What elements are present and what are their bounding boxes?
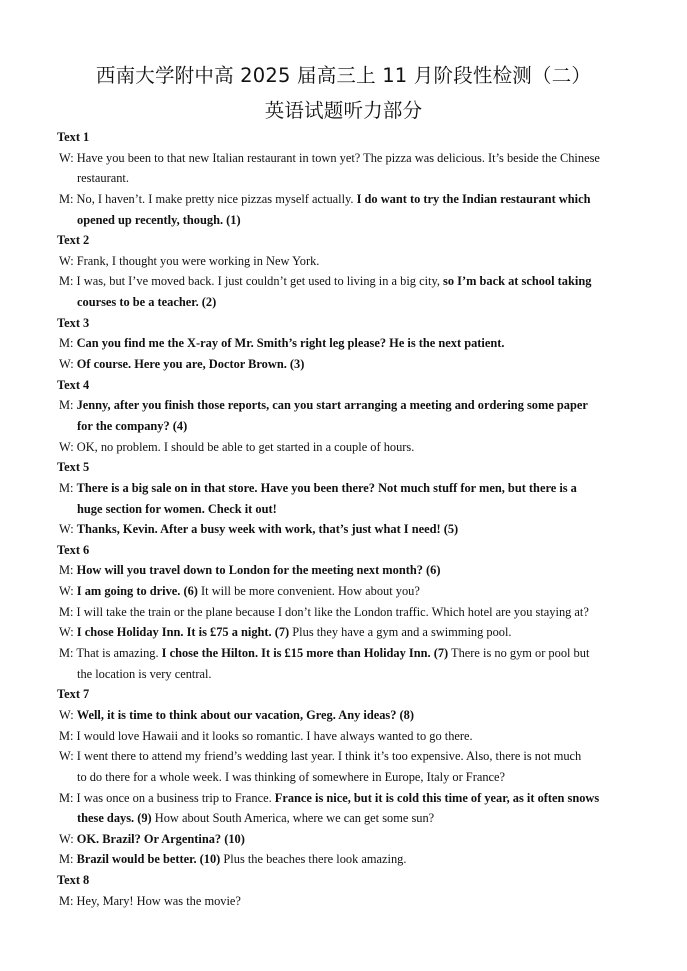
section-heading	[0, 870, 687, 891]
section-heading	[0, 540, 687, 561]
transcript-body	[0, 127, 687, 911]
bold-text: I chose Holiday Inn. It is £75 a night. (7)	[76, 625, 290, 640]
dialogue-line	[0, 395, 687, 416]
dialogue-continuation	[0, 210, 687, 231]
text: M: That is amazing.	[59, 646, 162, 661]
text: M: No, I haven’t. I make pretty nice pizzas myself actually.	[59, 191, 357, 206]
bold-text: Text 8	[57, 873, 90, 888]
bold-text: for the company? (4)	[77, 418, 188, 433]
section-heading	[0, 684, 687, 705]
dialogue-continuation	[0, 499, 687, 520]
bold-text: I do want to try the Indian restaurant which	[356, 191, 591, 206]
bold-text: these days. (9)	[77, 811, 152, 826]
text: W:	[59, 625, 77, 640]
page-subtitle: 英语试题听力部分	[264, 99, 423, 122]
bold-text: Text 6	[57, 542, 90, 557]
text: W: Have you been to that new Italian restaurant in town yet? The pizza was delicious. It’s beside the Chinese	[59, 150, 600, 165]
text: W:	[59, 584, 77, 599]
dialogue-line	[0, 746, 687, 767]
dialogue-line	[0, 602, 687, 623]
dialogue-continuation	[0, 168, 687, 189]
section-heading	[0, 375, 687, 396]
section-heading	[0, 457, 687, 478]
section-heading	[0, 230, 687, 251]
text: Plus they have a gym and a swimming pool.	[289, 625, 512, 640]
text: the location is very central.	[77, 666, 212, 681]
section-heading	[0, 313, 687, 334]
bold-text: courses to be a teacher. (2)	[77, 295, 217, 310]
text: W:	[59, 707, 77, 722]
dialogue-line	[0, 891, 687, 912]
bold-text: Can you find me the X-ray of Mr. Smith’s right leg please? He is the next patient.	[76, 336, 505, 351]
bold-text: I am going to drive. (6)	[76, 584, 198, 599]
bold-text: Of course. Here you are, Doctor Brown. (3)	[76, 357, 305, 372]
text: M: Hey, Mary! How was the movie?	[59, 893, 241, 908]
dialogue-line	[0, 333, 687, 354]
dialogue-line	[0, 148, 687, 169]
dialogue-line	[0, 437, 687, 458]
text: M:	[59, 852, 77, 867]
text: How about South America, where we can get some sun?	[151, 811, 435, 826]
bold-text: France is nice, but it is cold this time of year, as it often snows	[274, 790, 600, 805]
bold-text: Text 5	[57, 460, 90, 475]
dialogue-line	[0, 271, 687, 292]
text: W:	[59, 831, 77, 846]
text: M: I was once on a business trip to France.	[59, 790, 275, 805]
text: M:	[59, 398, 77, 413]
text: Plus the beaches there look amazing.	[220, 852, 407, 867]
dialogue-line	[0, 788, 687, 809]
text: M: I will take the train or the plane because I don’t like the London traffic. Which hotel are you staying at?	[59, 604, 589, 619]
dialogue-line	[0, 849, 687, 870]
text: M: I was, but I’ve moved back. I just couldn’t get used to living in a big city,	[59, 274, 444, 289]
dialogue-line	[0, 581, 687, 602]
bold-text: I chose the Hilton. It is £15 more than Holiday Inn. (7)	[161, 646, 449, 661]
text: There is no gym or pool but	[448, 646, 590, 661]
dialogue-line	[0, 560, 687, 581]
text: M:	[59, 336, 77, 351]
dialogue-continuation	[0, 808, 687, 829]
dialogue-continuation	[0, 416, 687, 437]
text: W: I went there to attend my friend’s wedding last year. I think it’s too expensive. Also, there is not much	[59, 749, 582, 764]
text: M: I would love Hawaii and it looks so romantic. I have always wanted to go there.	[59, 728, 473, 743]
bold-text: Text 2	[57, 233, 90, 248]
text: W: OK, no problem. I should be able to get started in a couple of hours.	[59, 439, 415, 454]
dialogue-line	[0, 643, 687, 664]
text: W:	[59, 522, 77, 537]
bold-text: huge section for women. Check it out!	[77, 501, 277, 516]
dialogue-line	[0, 705, 687, 726]
bold-text: opened up recently, though. (1)	[77, 212, 241, 227]
section-heading	[0, 127, 687, 148]
bold-text: How will you travel down to London for the meeting next month? (6)	[76, 563, 441, 578]
bold-text: Thanks, Kevin. After a busy week with work, that’s just what I need! (5)	[76, 522, 459, 537]
dialogue-line	[0, 519, 687, 540]
text: M:	[59, 480, 77, 495]
dialogue-line	[0, 478, 687, 499]
bold-text: OK. Brazil? Or Argentina? (10)	[76, 831, 245, 846]
text: to do there for a whole week. I was thinking of somewhere in Europe, Italy or France?	[77, 769, 506, 784]
text: restaurant.	[77, 171, 129, 186]
text: W:	[59, 357, 77, 372]
bold-text: Text 4	[57, 377, 90, 392]
bold-text: Text 3	[57, 315, 90, 330]
text: It will be more convenient. How about you?	[197, 584, 420, 599]
bold-text: There is a big sale on in that store. Have you been there? Not much stuff for men, but there is a	[76, 480, 577, 495]
bold-text: so I’m back at school taking	[443, 274, 592, 289]
dialogue-line	[0, 726, 687, 747]
bold-text: Well, it is time to think about our vacation, Greg. Any ideas? (8)	[76, 707, 414, 722]
page-title: 西南大学附中高 2025 届高三上 11 月阶段性检测（二）	[95, 64, 592, 87]
dialogue-line	[0, 354, 687, 375]
dialogue-continuation	[0, 767, 687, 788]
dialogue-continuation	[0, 292, 687, 313]
text: W: Frank, I thought you were working in New York.	[59, 253, 320, 268]
dialogue-line	[0, 189, 687, 210]
bold-text: Text 1	[57, 130, 90, 144]
text: M:	[59, 563, 77, 578]
dialogue-line	[0, 829, 687, 850]
bold-text: Brazil would be better. (10)	[76, 852, 221, 867]
dialogue-continuation	[0, 664, 687, 685]
dialogue-line	[0, 251, 687, 272]
dialogue-line	[0, 622, 687, 643]
bold-text: Jenny, after you finish those reports, can you start arranging a meeting and ordering some paper	[76, 398, 588, 413]
bold-text: Text 7	[57, 687, 90, 702]
